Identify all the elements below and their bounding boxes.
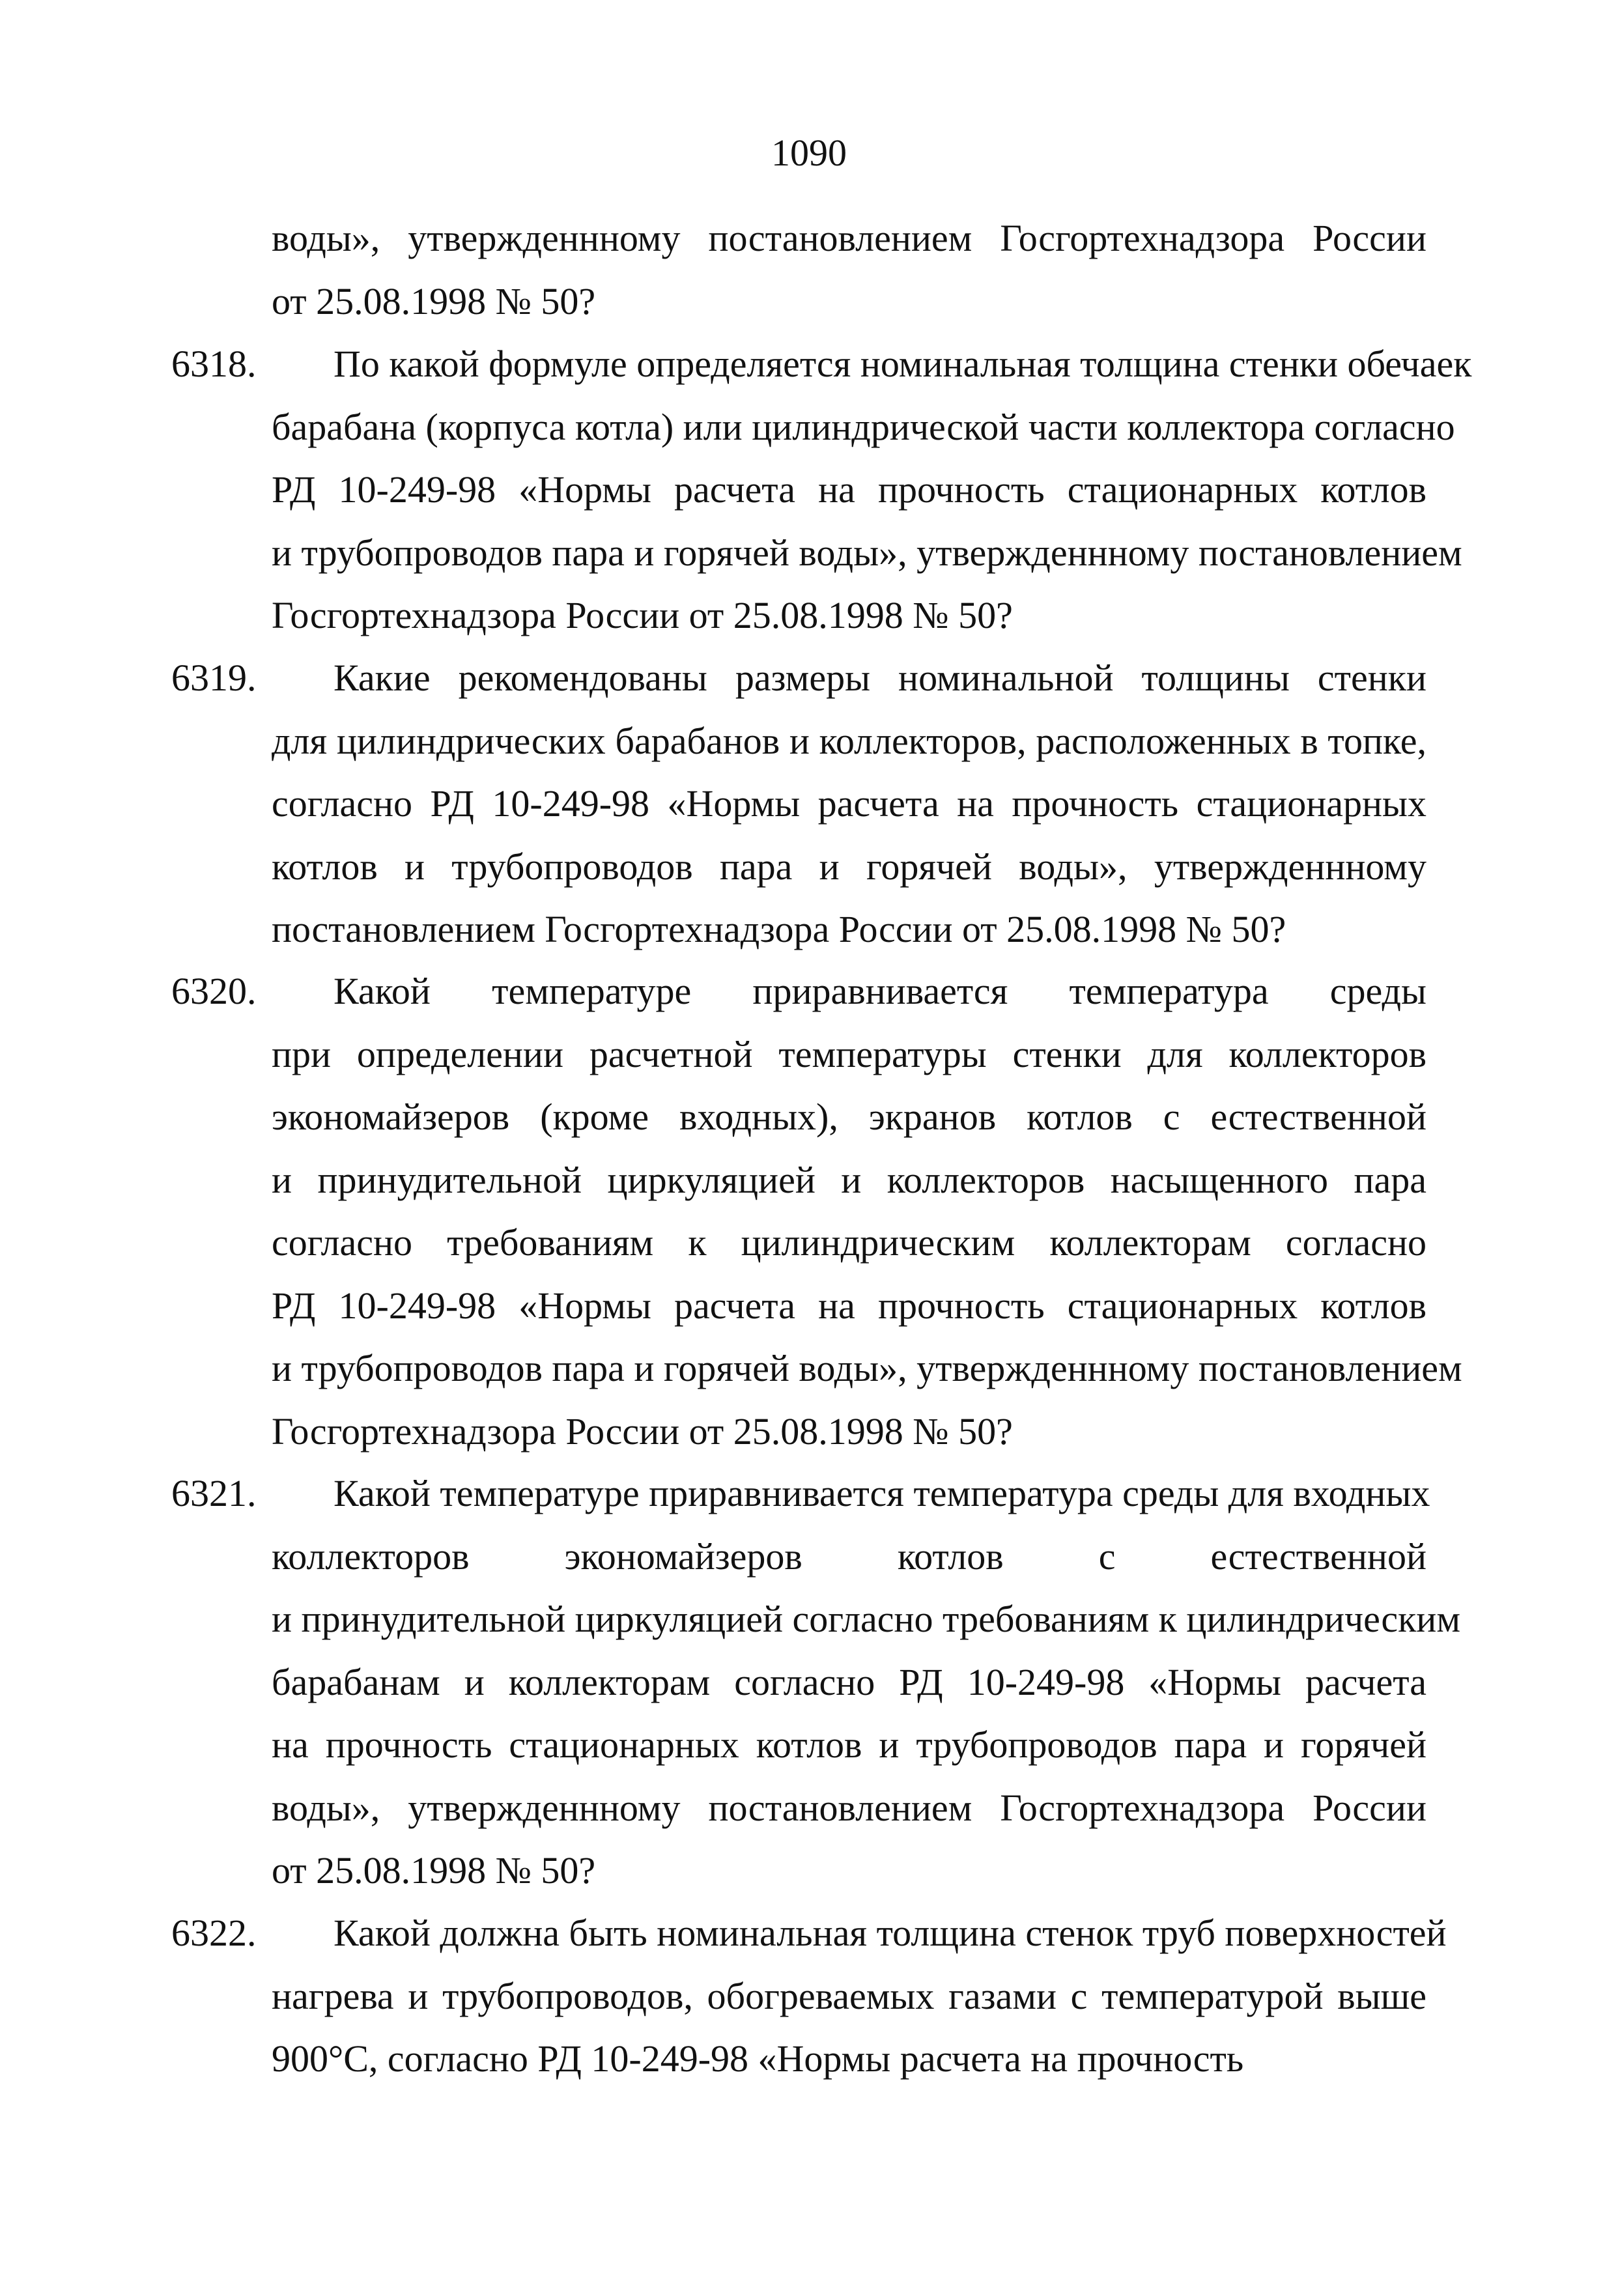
text-line: Госгортехнадзора России от 25.08.1998 № 50? (272, 1410, 1013, 1453)
text-line: для цилиндрических барабанов и коллекторов, расположенных в топке, (272, 719, 1426, 762)
question-item (171, 960, 1462, 1463)
text-line: воды», утвержденнному постановлением Госгортехнадзора России (272, 1786, 1426, 1829)
question-item (171, 1902, 1447, 2091)
text-line: на прочность стационарных котлов и трубопроводов пара и горячей (272, 1723, 1426, 1766)
text-line: котлов и трубопроводов пара и горячей воды», утвержденнному (272, 845, 1426, 888)
question-item (171, 333, 1472, 647)
question-number: 6318. (171, 343, 257, 385)
page-number: 1090 (771, 132, 847, 174)
question-number: 6322. (171, 1912, 257, 1954)
text-line: экономайзеров (кроме входных), экранов котлов с естественной (272, 1096, 1426, 1138)
text-line: согласно РД 10-249-98 «Нормы расчета на прочность стационарных (272, 782, 1426, 825)
text-line: По какой формуле определяется номинальная толщина стенки обечаек (334, 343, 1472, 385)
text-line: Какой должна быть номинальная толщина стенок труб поверхностей (334, 1912, 1447, 1954)
text-line: постановлением Госгортехнадзора России от 25.08.1998 № 50? (272, 908, 1286, 950)
text-line: барабана (корпуса котла) или цилиндрической части коллектора согласно (272, 405, 1455, 448)
text-line: от 25.08.1998 № 50? (272, 1849, 596, 1892)
text-line: РД 10-249-98 «Нормы расчета на прочность стационарных котлов (272, 468, 1426, 511)
text-line: 900°С, согласно РД 10-249-98 «Нормы расчета на прочность (272, 2037, 1244, 2080)
text-line: от 25.08.1998 № 50? (272, 279, 596, 322)
question-item (171, 647, 1426, 961)
text-line: и трубопроводов пара и горячей воды», утвержденнному постановлением (272, 1347, 1462, 1389)
text-line: Какой температуре приравнивается температура среды (334, 970, 1426, 1012)
question-number: 6320. (171, 970, 257, 1012)
text-line: согласно требованиям к цилиндрическим коллекторам согласно (272, 1221, 1426, 1264)
text-line: и принудительной циркуляцией согласно требованиям к цилиндрическим (272, 1598, 1461, 1640)
text-line: коллекторов экономайзеров котлов с естественной (272, 1535, 1426, 1578)
text-line: при определении расчетной температуры стенки для коллекторов (272, 1032, 1426, 1075)
text-line: и принудительной циркуляцией и коллекторов насыщенного пара (272, 1158, 1426, 1201)
question-item (171, 1462, 1461, 1903)
question-number: 6321. (171, 1472, 257, 1514)
text-line: барабанам и коллекторам согласно РД 10-249-98 «Нормы расчета (272, 1660, 1426, 1703)
text-line: РД 10-249-98 «Нормы расчета на прочность стационарных котлов (272, 1284, 1426, 1327)
text-line: воды», утвержденнному постановлением Госгортехнадзора России (272, 217, 1426, 259)
question-number: 6319. (171, 657, 257, 699)
text-line: и трубопроводов пара и горячей воды», утвержденнному постановлением (272, 531, 1462, 574)
text-line: Какие рекомендованы размеры номинальной толщины стенки (334, 657, 1426, 699)
text-line: Госгортехнадзора России от 25.08.1998 № 50? (272, 594, 1013, 636)
continued-text (221, 207, 1426, 333)
text-line: Какой температуре приравнивается температура среды для входных (334, 1472, 1430, 1514)
text-line: нагрева и трубопроводов, обогреваемых газами с температурой выше (272, 1974, 1426, 2017)
